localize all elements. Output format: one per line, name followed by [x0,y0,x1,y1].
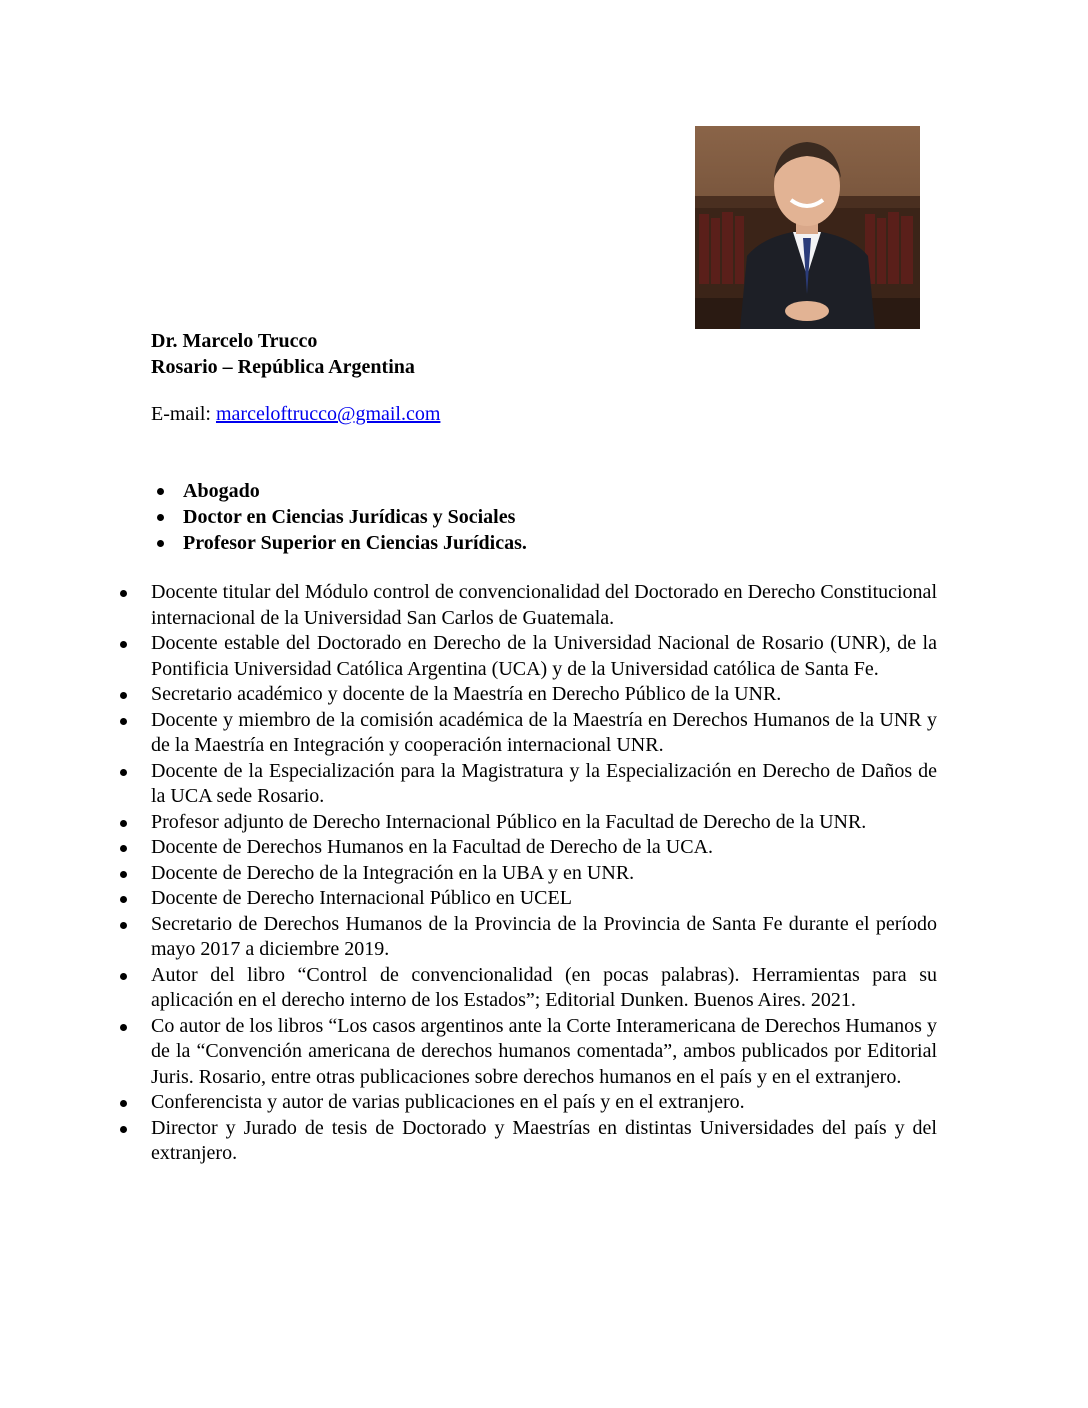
list-item: Docente de Derecho de la Integración en la UBA y en UNR. [116,861,937,887]
list-item: Docente de Derechos Humanos en la Facultad de Derecho de la UCA. [116,835,937,861]
list-item: Secretario académico y docente de la Maestría en Derecho Público de la UNR. [116,682,937,708]
list-item: Docente titular del Módulo control de convencionalidad del Doctorado en Derecho Constitucional internacional de la Universidad San Carlos de Guatemala. [116,580,937,631]
degree-item: Abogado [151,478,851,504]
degree-item: Profesor Superior en Ciencias Jurídicas. [151,530,851,556]
list-item: Docente y miembro de la comisión académica de la Maestría en Derechos Humanos de la UNR y de la Maestría en Integración y cooperación internacional UNR. [116,708,937,759]
degree-item: Doctor en Ciencias Jurídicas y Sociales [151,504,851,530]
list-item: Autor del libro “Control de convencionalidad (en pocas palabras). Herramientas para su aplicación en el derecho interno de los Estados”; Editorial Dunken. Buenos Aires. 2021. [116,963,937,1014]
list-item: Co autor de los libros “Los casos argentinos ante la Corte Interamericana de Derechos Humanos y de la “Convención americana de derechos humanos comentada”, ambos publicados por Editorial Juris. Rosario, entre otras publicaciones sobre derechos humanos en el país y en el extranjero. [116,1014,937,1091]
experience-list [116,580,937,1167]
list-item: Conferencista y autor de varias publicaciones en el país y en el extranjero. [116,1090,937,1116]
email-line [151,401,440,427]
list-item: Docente estable del Doctorado en Derecho de la Universidad Nacional de Rosario (UNR), de la Pontificia Universidad Católica Argentina (UCA) y de la Universidad católica de Santa Fe. [116,631,937,682]
person-location: Rosario – República Argentina [151,356,415,378]
degrees-list [151,478,851,556]
list-item: Profesor adjunto de Derecho Internacional Público en la Facultad de Derecho de la UNR. [116,810,937,836]
portrait-photo [695,126,920,329]
list-item: Secretario de Derechos Humanos de la Provincia de la Provincia de Santa Fe durante el período mayo 2017 a diciembre 2019. [116,912,937,963]
contact-header [151,328,415,380]
list-item: Docente de Derecho Internacional Público en UCEL [116,886,937,912]
list-item: Director y Jurado de tesis de Doctorado y Maestrías en distintas Universidades del país y del extranjero. [116,1116,937,1167]
email-link[interactable]: marceloftrucco@gmail.com [215,403,441,425]
list-item: Docente de la Especialización para la Magistratura y la Especialización en Derecho de Daños de la UCA sede Rosario. [116,759,937,810]
email-label: E-mail: [151,403,216,425]
person-name: Dr. Marcelo Trucco [151,330,318,352]
